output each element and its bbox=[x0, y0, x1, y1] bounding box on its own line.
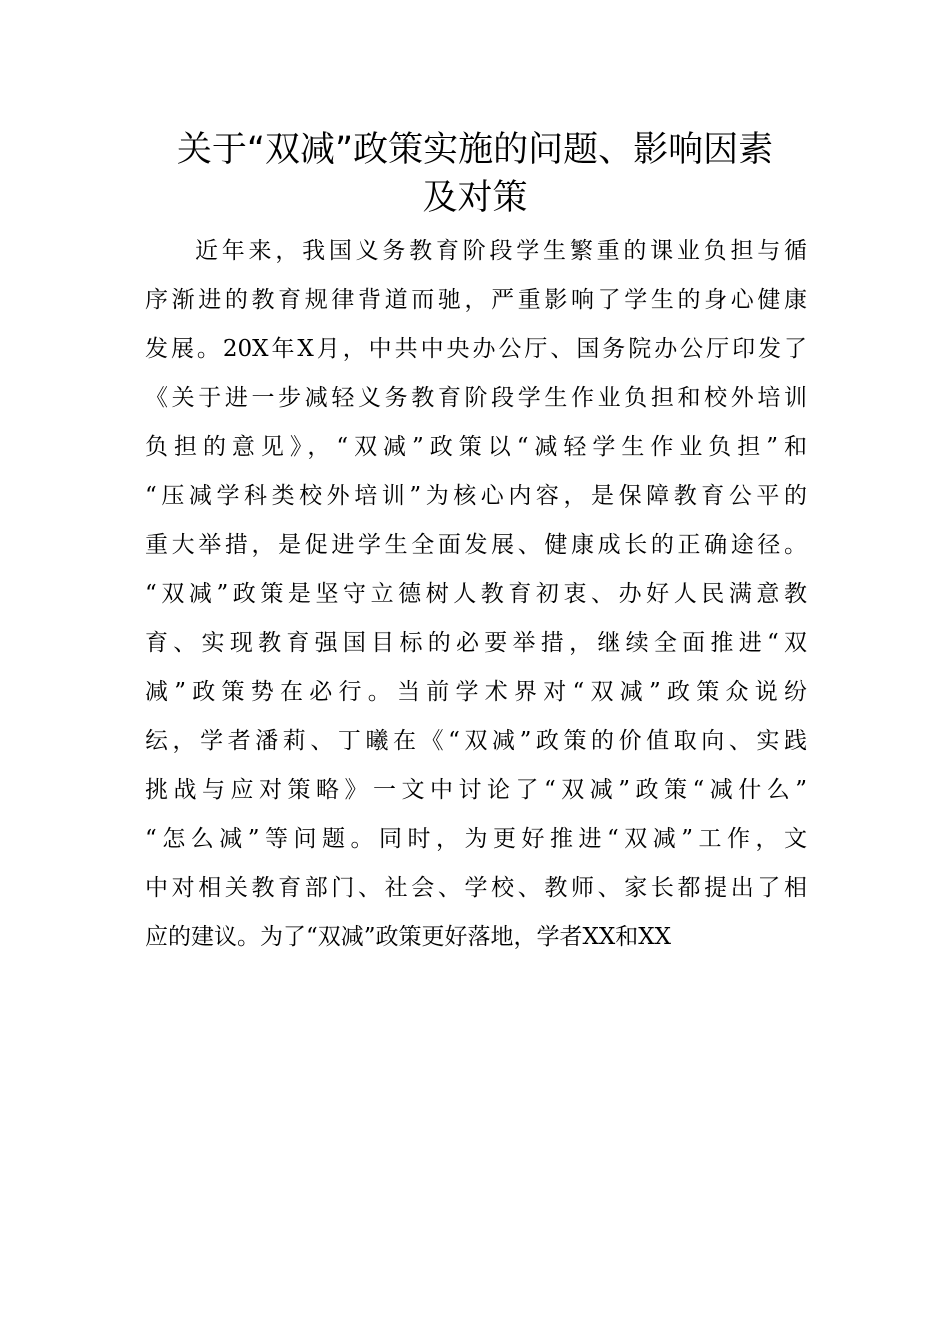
paragraph-line: 序渐进的教育规律背道而驰，严重影响了学生的身心健康 bbox=[145, 287, 807, 313]
paragraph-line: 中对相关教育部门、社会、学校、教师、家长都提出了相 bbox=[145, 875, 807, 901]
paragraph-line: 重大举措，是促进学生全面发展、健康成长的正确途径。 bbox=[145, 532, 807, 558]
body-paragraph bbox=[145, 227, 807, 962]
paragraph-line: “压减学科类校外培训”为核心内容，是保障教育公平的 bbox=[145, 483, 807, 509]
title-line-1: 关于“双减”政策实施的问题、影响因素 bbox=[176, 130, 774, 170]
paragraph-line: 育、实现教育强国目标的必要举措，继续全面推进“双 bbox=[145, 630, 807, 656]
paragraph-line: 负担的意见》，“双减”政策以“减轻学生作业负担”和 bbox=[145, 434, 807, 460]
title-line-2: 及对策 bbox=[422, 178, 528, 218]
paragraph-line: 发展。20X年X月，中共中央办公厅、国务院办公厅印发了 bbox=[145, 336, 807, 362]
paragraph-line: 减”政策势在必行。当前学术界对“双减”政策众说纷 bbox=[145, 679, 807, 705]
paragraph-line: 应的建议。为了“双减”政策更好落地，学者XX和XX bbox=[145, 924, 672, 950]
paragraph-line: 纭，学者潘莉、丁曦在《“双减”政策的价值取向、实践 bbox=[145, 728, 807, 754]
paragraph-line: 《关于进一步减轻义务教育阶段学生作业负担和校外培训 bbox=[145, 385, 807, 411]
paragraph-line: 挑战与应对策略》一文中讨论了“双减”政策“减什么” bbox=[145, 777, 807, 803]
paragraph-line: “双减”政策是坚守立德树人教育初衷、办好人民满意教 bbox=[145, 581, 807, 607]
document-title bbox=[120, 126, 830, 222]
paragraph-line: 近年来，我国义务教育阶段学生繁重的课业负担与循 bbox=[195, 238, 807, 264]
paragraph-line: “怎么减”等问题。同时，为更好推进“双减”工作，文 bbox=[145, 826, 807, 852]
